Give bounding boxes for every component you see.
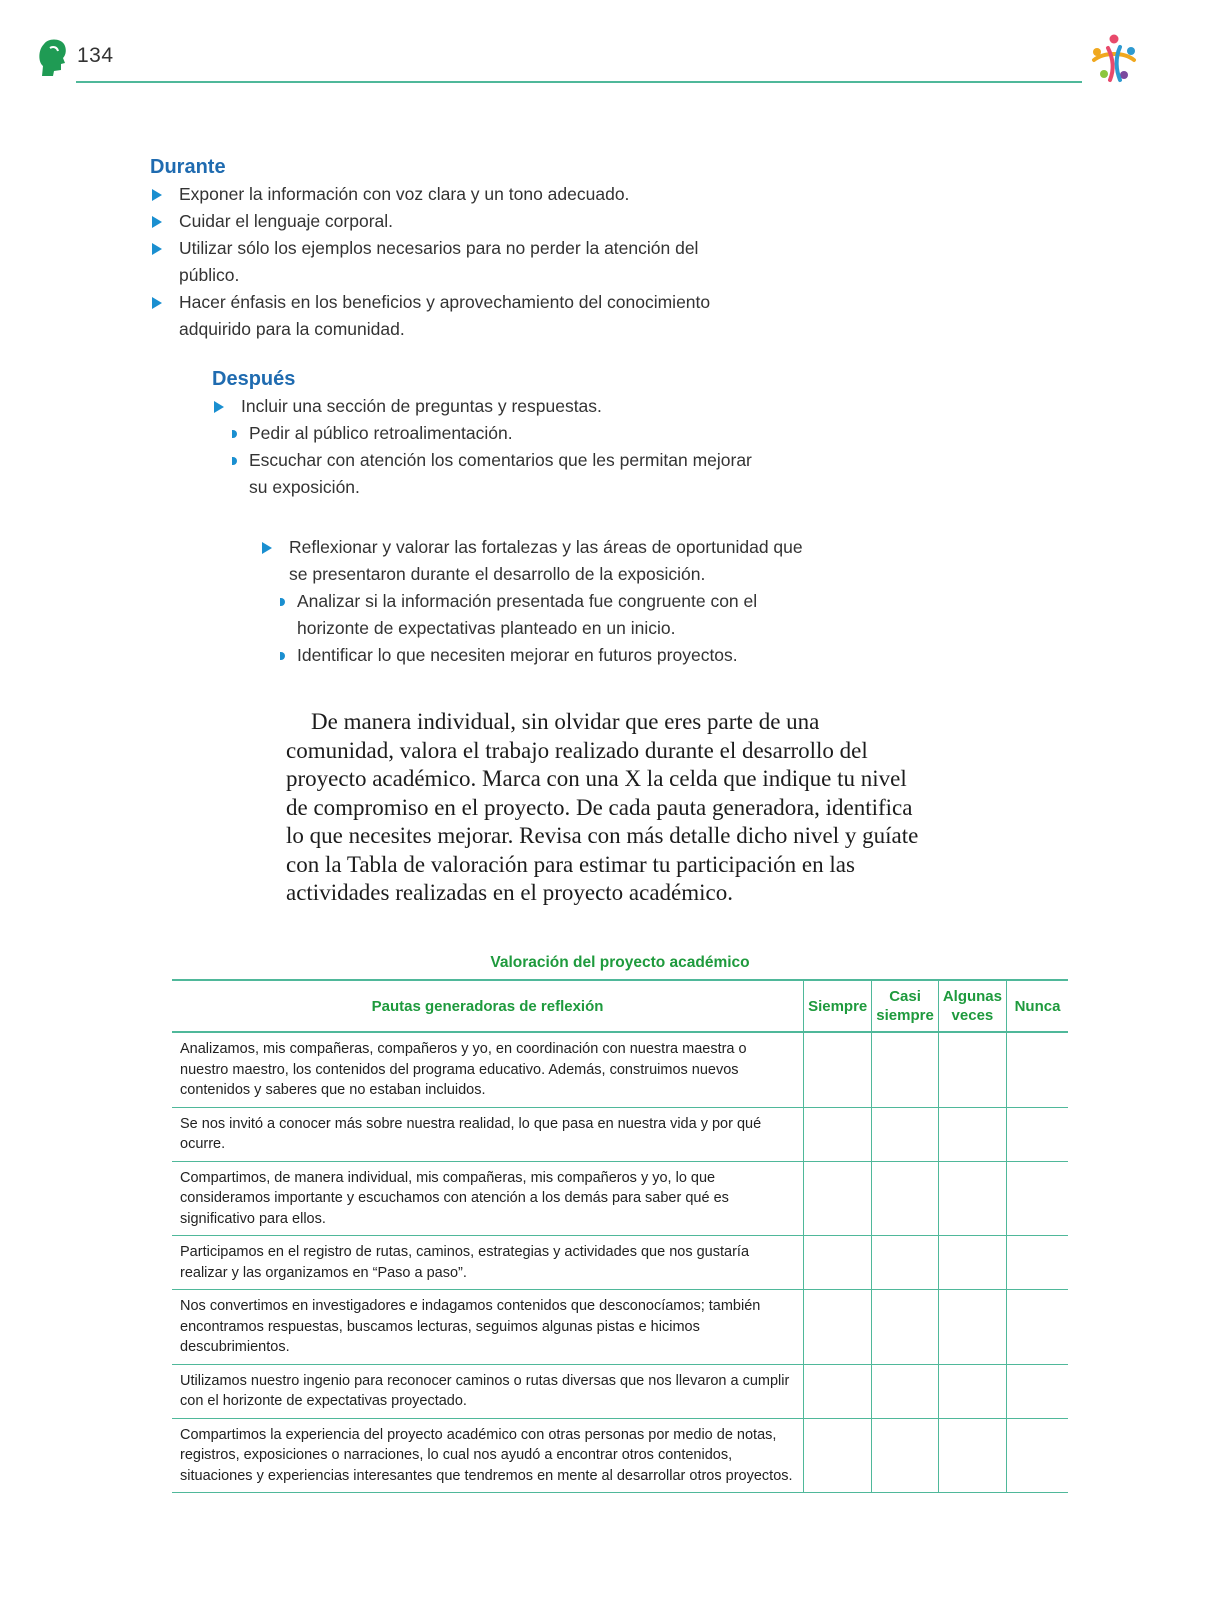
pauta-text: Analizamos, mis compañeras, compañeros y yo, en coordinación con nuestra maestra o nuestro maestro, los contenidos del programa educativo. Además, construimos nuevos contenidos y saberes que no estaban incluidos. (172, 1032, 804, 1107)
list-item: Cuidar el lenguaje corporal. (150, 208, 740, 235)
pauta-text: Compartimos la experiencia del proyecto académico con otras personas por medio de notas, registros, exposiciones o narraciones, lo cual nos ayudó a encontrar otros contenidos, situaciones y experiencias interesantes que tendremos en mente al desarrollar otros proyectos. (172, 1418, 804, 1493)
list-item: Incluir una sección de preguntas y respuestas. (212, 393, 772, 420)
triangle-bullet-icon (152, 216, 162, 228)
sub-list-item: Escuchar con atención los comentarios que les permitan mejorar su exposición. (230, 447, 772, 501)
pauta-text: Compartimos, de manera individual, mis compañeras, mis compañeros y yo, lo que consideramos importante y escuchamos con atención a los demás para saber qué es significativo para ellos. (172, 1161, 804, 1236)
heading-despues: Después (212, 368, 296, 390)
table-header-row (172, 980, 1068, 1032)
table-row (172, 1032, 1068, 1107)
cell-nunca[interactable] (1007, 1364, 1069, 1418)
cell-siempre[interactable] (804, 1161, 872, 1236)
cell-casi-siempre[interactable] (872, 1364, 939, 1418)
dot-bullet-icon (280, 598, 285, 606)
dot-bullet-icon (232, 457, 237, 465)
table-row (172, 1418, 1068, 1493)
list-item: Utilizar sólo los ejemplos necesarios para no perder la atención del público. (150, 235, 740, 289)
cell-nunca[interactable] (1007, 1418, 1069, 1493)
table-title: Valoración del proyecto académico (490, 954, 750, 971)
instruction-paragraph (286, 708, 926, 908)
cell-algunas-veces[interactable] (938, 1364, 1006, 1418)
cell-algunas-veces[interactable] (938, 1032, 1006, 1107)
heading-durante: Durante (150, 156, 226, 178)
sub-list-item: Analizar si la información presentada fue congruente con el horizonte de expectativas planteado en un inicio. (278, 588, 820, 642)
cell-siempre[interactable] (804, 1032, 872, 1107)
cell-algunas-veces[interactable] (938, 1290, 1006, 1365)
pauta-text: Participamos en el registro de rutas, caminos, estrategias y actividades que nos gustaría realizar y las organizamos en “Paso a paso”. (172, 1236, 804, 1290)
cell-algunas-veces[interactable] (938, 1161, 1006, 1236)
durante-list (150, 181, 740, 343)
header-pautas: Pautas generadoras de reflexión (172, 980, 804, 1032)
cell-nunca[interactable] (1007, 1236, 1069, 1290)
list-item: Exponer la información con voz clara y un tono adecuado. (150, 181, 740, 208)
triangle-bullet-icon (214, 401, 224, 413)
section-despues (212, 368, 772, 501)
header-casi-siempre: Casi siempre (872, 980, 939, 1032)
rating-table (172, 979, 1068, 1493)
cell-casi-siempre[interactable] (872, 1236, 939, 1290)
header-rule (76, 81, 1082, 83)
cell-siempre[interactable] (804, 1364, 872, 1418)
cell-casi-siempre[interactable] (872, 1161, 939, 1236)
table-row (172, 1161, 1068, 1236)
table-row (172, 1290, 1068, 1365)
despues-sublist (212, 420, 772, 501)
cell-casi-siempre[interactable] (872, 1418, 939, 1493)
page-number: 134 (77, 44, 114, 67)
cell-siempre[interactable] (804, 1290, 872, 1365)
cell-siempre[interactable] (804, 1236, 872, 1290)
instruction-text: De manera individual, sin olvidar que eres parte de una comunidad, valora el trabajo realizado durante el desarrollo del proyecto académico. Marca con una X la celda que indique tu nivel de compromiso en el proyecto. De cada pauta generadora, identifica lo que necesites mejorar. Revisa con más detalle dicho nivel y guíate con la Tabla de valoración para estimar tu participación en las actividades realizadas en el proyecto académico. (286, 709, 919, 905)
cell-siempre[interactable] (804, 1418, 872, 1493)
pauta-text: Nos convertimos en investigadores e indagamos contenidos que desconocíamos; también encontramos respuestas, buscamos lecturas, seguimos algunas pistas e hicimos descubrimientos. (172, 1290, 804, 1365)
table-row (172, 1236, 1068, 1290)
section-durante (150, 156, 740, 343)
header-algunas-veces: Algunas veces (938, 980, 1006, 1032)
triangle-bullet-icon (152, 243, 162, 255)
cell-algunas-veces[interactable] (938, 1107, 1006, 1161)
triangle-bullet-icon (152, 189, 162, 201)
cell-nunca[interactable] (1007, 1161, 1069, 1236)
despues-list (212, 393, 772, 420)
dot-bullet-icon (280, 652, 285, 660)
sub-list-item: Pedir al público retroalimentación. (230, 420, 772, 447)
profile-head-icon (36, 38, 68, 76)
cell-algunas-veces[interactable] (938, 1236, 1006, 1290)
triangle-bullet-icon (152, 297, 162, 309)
header-nunca: Nunca (1007, 980, 1069, 1032)
table-row (172, 1107, 1068, 1161)
table-row (172, 1364, 1068, 1418)
cell-nunca[interactable] (1007, 1107, 1069, 1161)
reflexionar-sublist (260, 588, 820, 669)
cell-siempre[interactable] (804, 1107, 872, 1161)
community-logo-icon (1086, 30, 1142, 86)
cell-nunca[interactable] (1007, 1032, 1069, 1107)
page-header (0, 0, 1214, 90)
pauta-text: Utilizamos nuestro ingenio para reconocer caminos o rutas diversas que nos llevaron a cumplir con el horizonte de expectativas proyectado. (172, 1364, 804, 1418)
list-item: Reflexionar y valorar las fortalezas y las áreas de oportunidad que se presentaron durante el desarrollo de la exposición. (260, 534, 820, 588)
pauta-text: Se nos invitó a conocer más sobre nuestra realidad, lo que pasa en nuestra vida y por qué ocurre. (172, 1107, 804, 1161)
reflexionar-list (260, 534, 820, 588)
cell-casi-siempre[interactable] (872, 1107, 939, 1161)
list-item: Hacer énfasis en los beneficios y aprovechamiento del conocimiento adquirido para la comunidad. (150, 289, 740, 343)
cell-algunas-veces[interactable] (938, 1418, 1006, 1493)
header-siempre: Siempre (804, 980, 872, 1032)
cell-casi-siempre[interactable] (872, 1032, 939, 1107)
cell-nunca[interactable] (1007, 1290, 1069, 1365)
triangle-bullet-icon (262, 542, 272, 554)
sub-list-item: Identificar lo que necesiten mejorar en futuros proyectos. (278, 642, 820, 669)
dot-bullet-icon (232, 430, 237, 438)
cell-casi-siempre[interactable] (872, 1290, 939, 1365)
section-reflexionar (260, 534, 820, 669)
